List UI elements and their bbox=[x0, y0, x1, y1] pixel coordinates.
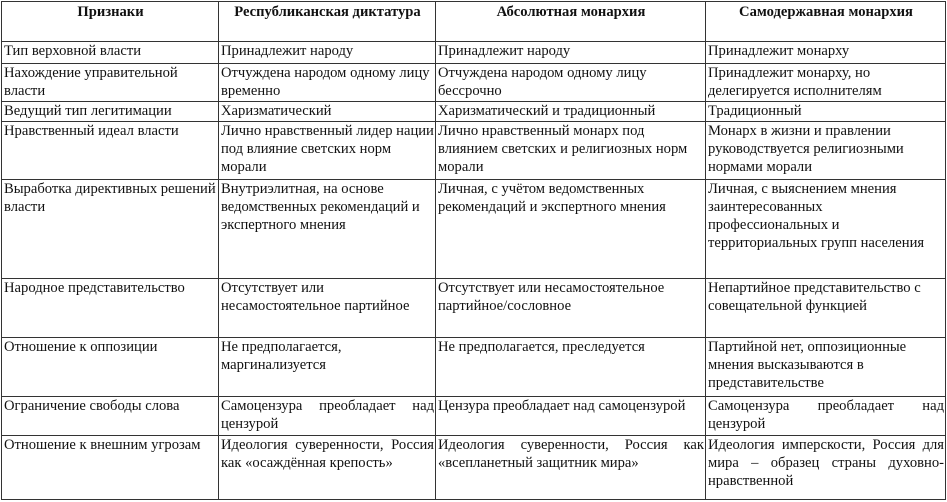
cell-autocratic: Идеология имперскости, Россия для мира – образец страны духовно-нравственной bbox=[706, 435, 946, 499]
cell-feature: Отношение к внешним угрозам bbox=[2, 435, 219, 499]
table-row bbox=[2, 179, 946, 278]
cell-feature: Народное представительство bbox=[2, 279, 219, 338]
cell-republican: Лично нравственный лидер нации под влияние светских норм морали bbox=[219, 122, 436, 179]
cell-feature: Нахождение управительной власти bbox=[2, 64, 219, 102]
cell-republican: Внутриэлитная, на основе ведомственных рекомендаций и экспертного мнения bbox=[219, 179, 436, 278]
header-autocratic-monarchy: Самодержавная монархия bbox=[706, 2, 946, 42]
cell-republican: Отчуждена народом одному лицу временно bbox=[219, 64, 436, 102]
comparison-table-wrapper bbox=[1, 1, 945, 500]
header-republican-dictatorship: Республиканская диктатура bbox=[219, 2, 436, 42]
cell-autocratic: Принадлежит монарху bbox=[706, 42, 946, 64]
cell-absolute: Принадлежит народу bbox=[436, 42, 706, 64]
cell-feature: Тип верховной власти bbox=[2, 42, 219, 64]
cell-feature: Нравственный идеал власти bbox=[2, 122, 219, 179]
table-row bbox=[2, 102, 946, 122]
cell-feature: Ведущий тип легитимации bbox=[2, 102, 219, 122]
cell-absolute: Не предполагается, преследуется bbox=[436, 338, 706, 396]
table-row bbox=[2, 396, 946, 435]
cell-absolute: Отчуждена народом одному лицу бессрочно bbox=[436, 64, 706, 102]
cell-absolute: Цензура преобладает над самоцензурой bbox=[436, 396, 706, 435]
cell-absolute: Личная, с учётом ведомственных рекомендаций и экспертного мнения bbox=[436, 179, 706, 278]
header-absolute-monarchy: Абсолютная монархия bbox=[436, 2, 706, 42]
cell-autocratic: Принадлежит монарху, но делегируется исполнителям bbox=[706, 64, 946, 102]
table-row bbox=[2, 338, 946, 396]
cell-absolute: Идеология суверенности, Россия как «всепланетный защитник мира» bbox=[436, 435, 706, 499]
cell-republican: Харизматический bbox=[219, 102, 436, 122]
table-row bbox=[2, 435, 946, 499]
cell-autocratic: Личная, с выяснением мнения заинтересованных профессиональных и территориальных групп населения bbox=[706, 179, 946, 278]
cell-absolute: Лично нравственный монарх под влиянием светских и религиозных норм морали bbox=[436, 122, 706, 179]
cell-feature: Выработка директивных решений власти bbox=[2, 179, 219, 278]
cell-absolute: Харизматический и традиционный bbox=[436, 102, 706, 122]
cell-feature: Ограничение свободы слова bbox=[2, 396, 219, 435]
cell-republican: Идеология суверенности, Россия как «осаждённая крепость» bbox=[219, 435, 436, 499]
cell-republican: Принадлежит народу bbox=[219, 42, 436, 64]
cell-autocratic: Монарх в жизни и правлении руководствуется религиозными нормами морали bbox=[706, 122, 946, 179]
cell-autocratic: Самоцензура преобладает над цензурой bbox=[706, 396, 946, 435]
cell-republican: Самоцензура преобладает над цензурой bbox=[219, 396, 436, 435]
cell-feature: Отношение к оппозиции bbox=[2, 338, 219, 396]
cell-autocratic: Непартийное представительство с совещательной функцией bbox=[706, 279, 946, 338]
cell-autocratic: Партийной нет, оппозиционные мнения высказываются в представительстве bbox=[706, 338, 946, 396]
header-feature: Признаки bbox=[2, 2, 219, 42]
cell-absolute: Отсутствует или несамостоятельное партийное/сословное bbox=[436, 279, 706, 338]
table-row bbox=[2, 122, 946, 179]
cell-autocratic: Традиционный bbox=[706, 102, 946, 122]
table-row bbox=[2, 279, 946, 338]
header-row bbox=[2, 2, 946, 42]
comparison-table bbox=[1, 1, 946, 500]
cell-republican: Отсутствует или несамостоятельное партийное bbox=[219, 279, 436, 338]
cell-republican: Не предполагается, маргинализуется bbox=[219, 338, 436, 396]
table-row bbox=[2, 64, 946, 102]
table-row bbox=[2, 42, 946, 64]
